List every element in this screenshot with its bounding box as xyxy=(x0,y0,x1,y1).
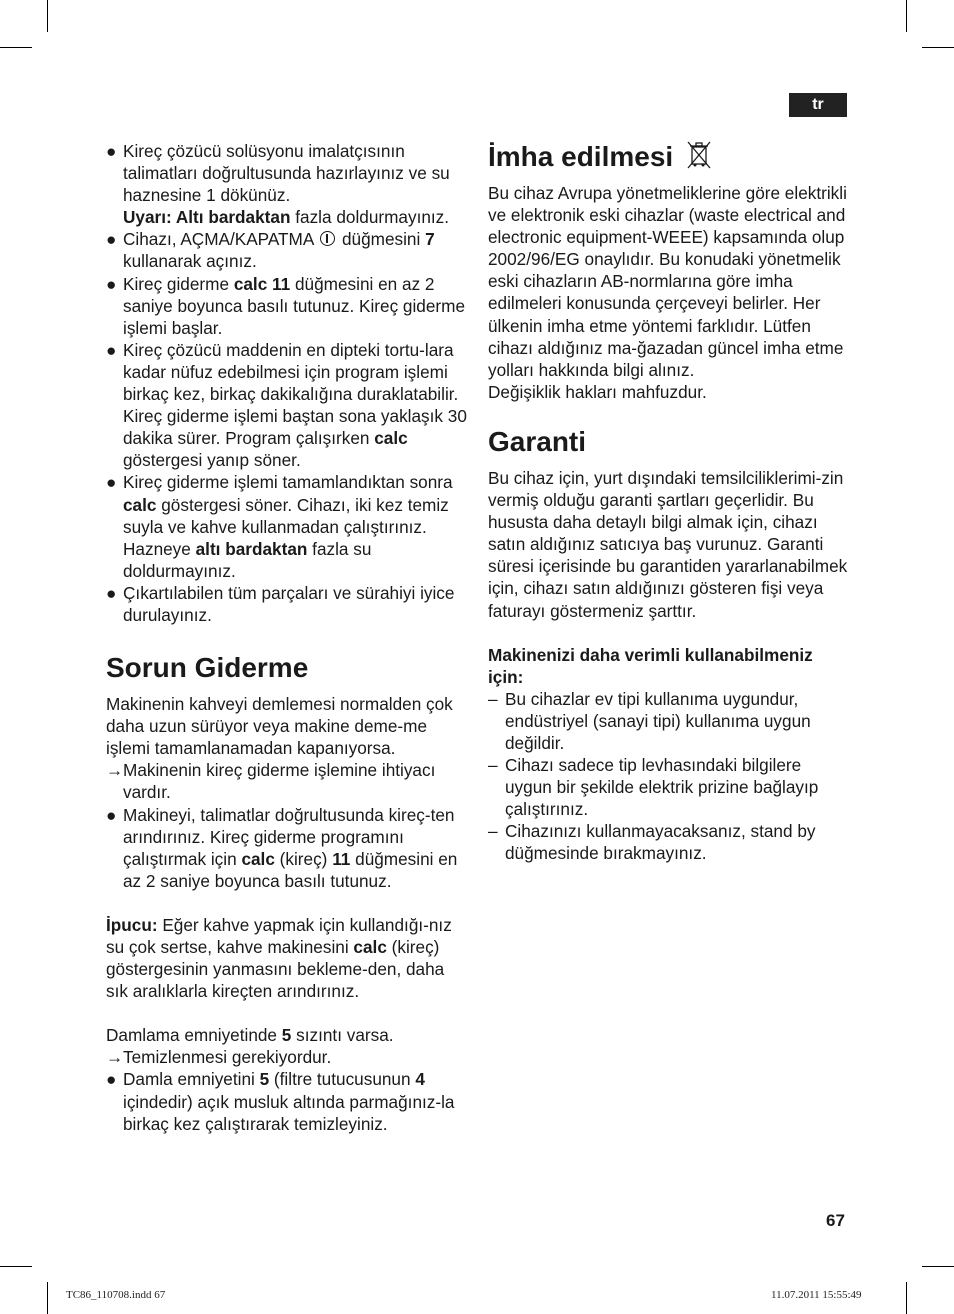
crop-mark xyxy=(906,0,907,32)
section-heading-garanti: Garanti xyxy=(488,425,587,457)
crop-mark xyxy=(47,1282,48,1314)
list-item: – Bu cihazlar ev tipi kullanıma uygundur, endüstriyel (sanayi tipi) kullanıma uygun değildir. xyxy=(488,688,811,753)
crop-mark xyxy=(0,47,32,48)
bullet-icon: ● xyxy=(106,339,117,360)
section-heading-imha: İmha edilmesi xyxy=(488,140,850,174)
paragraph: Değişiklik hakları mahfuzdur. xyxy=(488,381,707,402)
crop-mark xyxy=(0,1266,32,1267)
list-item: ● Çıkartılabilen tüm parçaları ve sürahiyi iyice durulayınız. xyxy=(106,582,455,625)
tip-paragraph: İpucu: Eğer kahve yapmak için kullandığı-nız su çok sertse, kahve makinesini calc (kireç) göstergesinin yanmasını bekleme-den, daha sık aralıklarla kireçten arındırınız. xyxy=(106,914,452,1002)
dash-icon: – xyxy=(488,688,498,709)
dash-icon: – xyxy=(488,755,498,776)
bullet-icon: ● xyxy=(106,229,117,250)
list-item: – Cihazınızı kullanmayacaksanız, stand by düğmesinde bırakmayınız. xyxy=(488,821,816,864)
bullet-icon: ● xyxy=(106,141,117,161)
crop-mark xyxy=(47,0,48,32)
list-item: ● Kireç çözücü maddenin en dipteki tortu-lara kadar nüfuz edebilmesi için program işlemi birkaç kez, birkaç dakikalığına duraklatabilir. Kireç giderme işlemi baştan sona yaklaşık 30 dakika sürer. Program çalışırken calc göstergesi yanıp söner. xyxy=(106,339,467,471)
bullet-icon: ● xyxy=(106,273,117,294)
subheading: Makinenizi daha verimli kullanabilmeniz için: xyxy=(488,644,813,687)
bullet-icon: ● xyxy=(106,1069,117,1090)
list-item: ● Cihazı, AÇMA/KAPATMA düğmesini 7 kullanarak açınız. xyxy=(106,229,435,272)
power-icon xyxy=(320,231,335,246)
arrow-right-icon: → xyxy=(106,1047,124,1068)
paragraph: Bu cihaz için, yurt dışındaki temsilciliklerimi-zin vermiş olduğu garanti şartları geçerlidir. Bu hususta daha detaylı bilgi almak için, cihazı satın aldığınız satıcıya baş vurunuz. Garanti süresi içerisinde bu garantiden yararlanabilmek için, cihazı satın aldığınızı gösteren fişi veya faturayı göstermeniz şarttır. xyxy=(488,467,848,621)
paragraph: Damlama emniyetinde 5 sızıntı varsa. xyxy=(106,1025,394,1046)
dash-icon: – xyxy=(488,821,498,842)
weee-bin-icon xyxy=(687,140,711,170)
bullet-icon: ● xyxy=(106,582,117,603)
page-number: 67 xyxy=(826,1211,845,1230)
list-item: ● Kireç çözücü solüsyonu imalatçısının talimatları doğrultusunda hazırlayınız ve su haznesine 1 dökünüz. Uyarı: Altı bardaktan fazla doldurmayınız. xyxy=(106,141,450,228)
list-item: ● Makineyi, talimatlar doğrultusunda kireç-ten arındırınız. Kireç giderme programını çalıştırmak için calc (kireç) 11 düğmesini en az 2 saniye boyunca basılı tutunuz. xyxy=(106,804,458,891)
arrow-right-icon: → xyxy=(106,760,124,781)
left-column xyxy=(106,140,468,1135)
damla-list xyxy=(106,1068,468,1134)
descaling-steps xyxy=(106,140,468,626)
footer-file: TC86_110708.indd 67 xyxy=(66,1289,166,1301)
section-heading-sorun: Sorun Giderme xyxy=(106,652,309,684)
tips-list xyxy=(488,688,850,865)
crop-mark xyxy=(922,1266,954,1267)
sorun-list xyxy=(106,804,468,892)
bullet-icon: ● xyxy=(106,472,117,493)
paragraph: Makinenin kahveyi demlemesi normalden çok daha uzun sürüyor veya makine deme-me işlemi tamamlanamadan kapanıyorsa. xyxy=(106,694,453,759)
language-tab: tr xyxy=(789,93,847,117)
paragraph: Bu cihaz Avrupa yönetmeliklerine göre elektrikli ve elektronik eski cihazlar (waste electrical and electronic equipment-WEEE) kapsamında olup 2002/96/EG onaylıdır. Bu konudaki yönetmelik eski cihazların AB-normlarına göre imha edilmeleri konusunda çerçeveyi belirler. Her ülkenin imha etme yöntemi farklıdır. Lütfen cihazı aldığınız ma-ğazadan güncel imha etme yolları hakkında bilgi alınız. xyxy=(488,183,847,380)
list-item: – Cihazı sadece tip levhasındaki bilgilere uygun bir şekilde elektrik prizine bağlayıp çalıştırınız. xyxy=(488,755,819,820)
footer-date: 11.07.2011 15:55:49 xyxy=(771,1289,862,1301)
crop-mark xyxy=(906,1282,907,1314)
bullet-icon: ● xyxy=(106,804,117,825)
list-item: ● Kireç giderme işlemi tamamlandıktan sonra calc göstergesi söner. Cihazı, iki kez temiz suyla ve kahve kullanmadan çalıştırınız. Hazneye altı bardaktan fazla su doldurmayınız. xyxy=(106,472,453,581)
right-column xyxy=(488,140,850,865)
arrow-item: → Makinenin kireç giderme işlemine ihtiyacı vardır. xyxy=(106,760,436,803)
arrow-item: → Temizlenmesi gerekiyordur. xyxy=(106,1047,332,1068)
list-item: ● Kireç giderme calc 11 düğmesini en az 2 saniye boyunca basılı tutunuz. Kireç giderme işlemi başlar. xyxy=(106,273,466,338)
list-item: ● Damla emniyetini 5 (filtre tutucusunun 4 içindedir) açık musluk altında parmağınız-la birkaç kez çalıştırarak temizleyiniz. xyxy=(106,1069,455,1134)
crop-mark xyxy=(922,47,954,48)
